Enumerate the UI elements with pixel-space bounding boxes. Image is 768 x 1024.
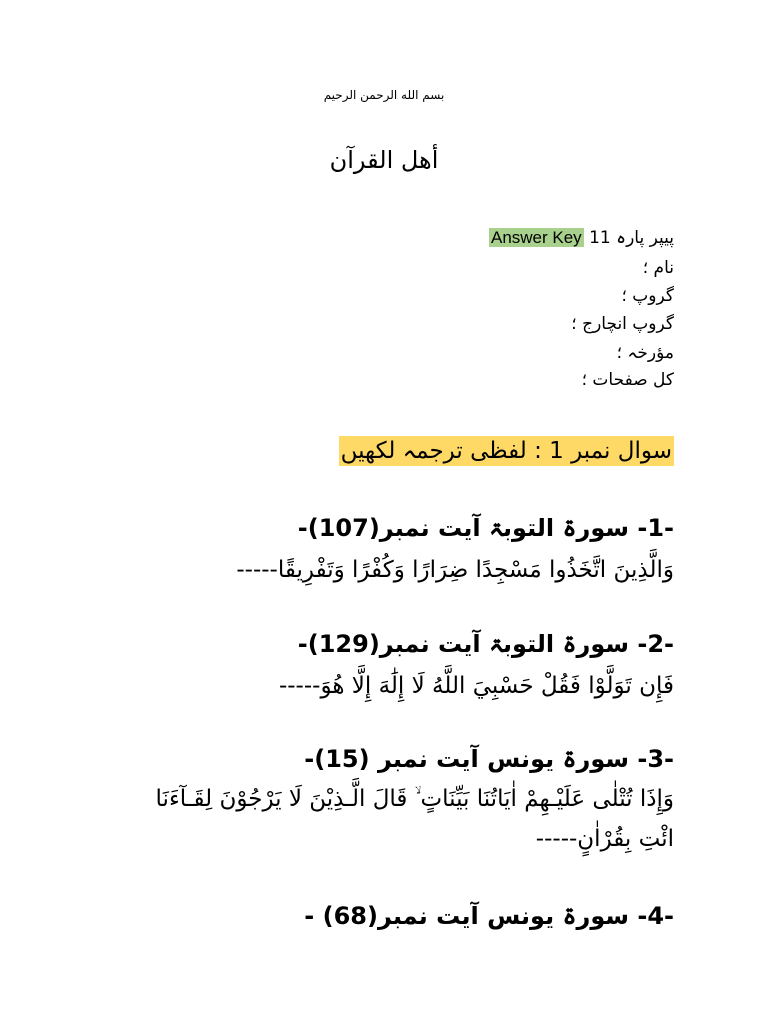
group-field-label: گروپ ؛	[621, 286, 674, 306]
bismillah: بسم الله الرحمن الرحيم	[323, 88, 445, 102]
name-field-label: نام ؛	[642, 258, 674, 278]
question-3-ayah-line-2: ائْتِ بِقُرْاٰنٍ-----	[535, 826, 674, 852]
question-1-ayah: وَالَّذِينَ اتَّخَذُوا مَسْجِدًا ضِرَارًا وَكُفْرًا وَتَفْرِيقًا-----	[236, 557, 674, 583]
question-3-ayah-line-1: وَإِذَا تُتْلٰى عَلَيْـهِمْ اٰيَاتُنَا بَيِّنَاتٍ ۙ قَالَ الَّـذِيْنَ لَا يَرْجُوْنَ لِقَـآءَنَا	[155, 786, 674, 812]
section-heading: سوال نمبر 1 : لفظی ترجمہ لکھیں	[340, 438, 672, 464]
date-field-label: مؤرخہ ؛	[616, 343, 674, 363]
paper-label-line	[489, 227, 674, 248]
total-pages-field-label: کل صفحات ؛	[581, 370, 674, 390]
question-3-heading: -3- سورۃ یونس آیت نمبر (15)-	[304, 745, 674, 773]
paper-label: پیپر پارہ 11	[589, 228, 674, 248]
question-4-heading: -4- سورۃ یونس آیت نمبر(68) -	[304, 902, 674, 930]
group-incharge-field-label: گروپ انچارج ؛	[571, 314, 674, 334]
question-2-ayah: فَإِن تَوَلَّوْا فَقُلْ حَسْبِيَ اللَّهُ لَا إِلَٰهَ إِلَّا هُوَ-----	[278, 673, 674, 699]
page-title: أهل القرآن	[329, 146, 439, 174]
question-1-heading: -1- سورۃ التوبۃ آیت نمبر(107)-	[297, 514, 674, 542]
question-2-heading: -2- سورۃ التوبۃ آیت نمبر(129)-	[297, 630, 674, 658]
answer-key-badge: Answer Key	[490, 228, 582, 247]
